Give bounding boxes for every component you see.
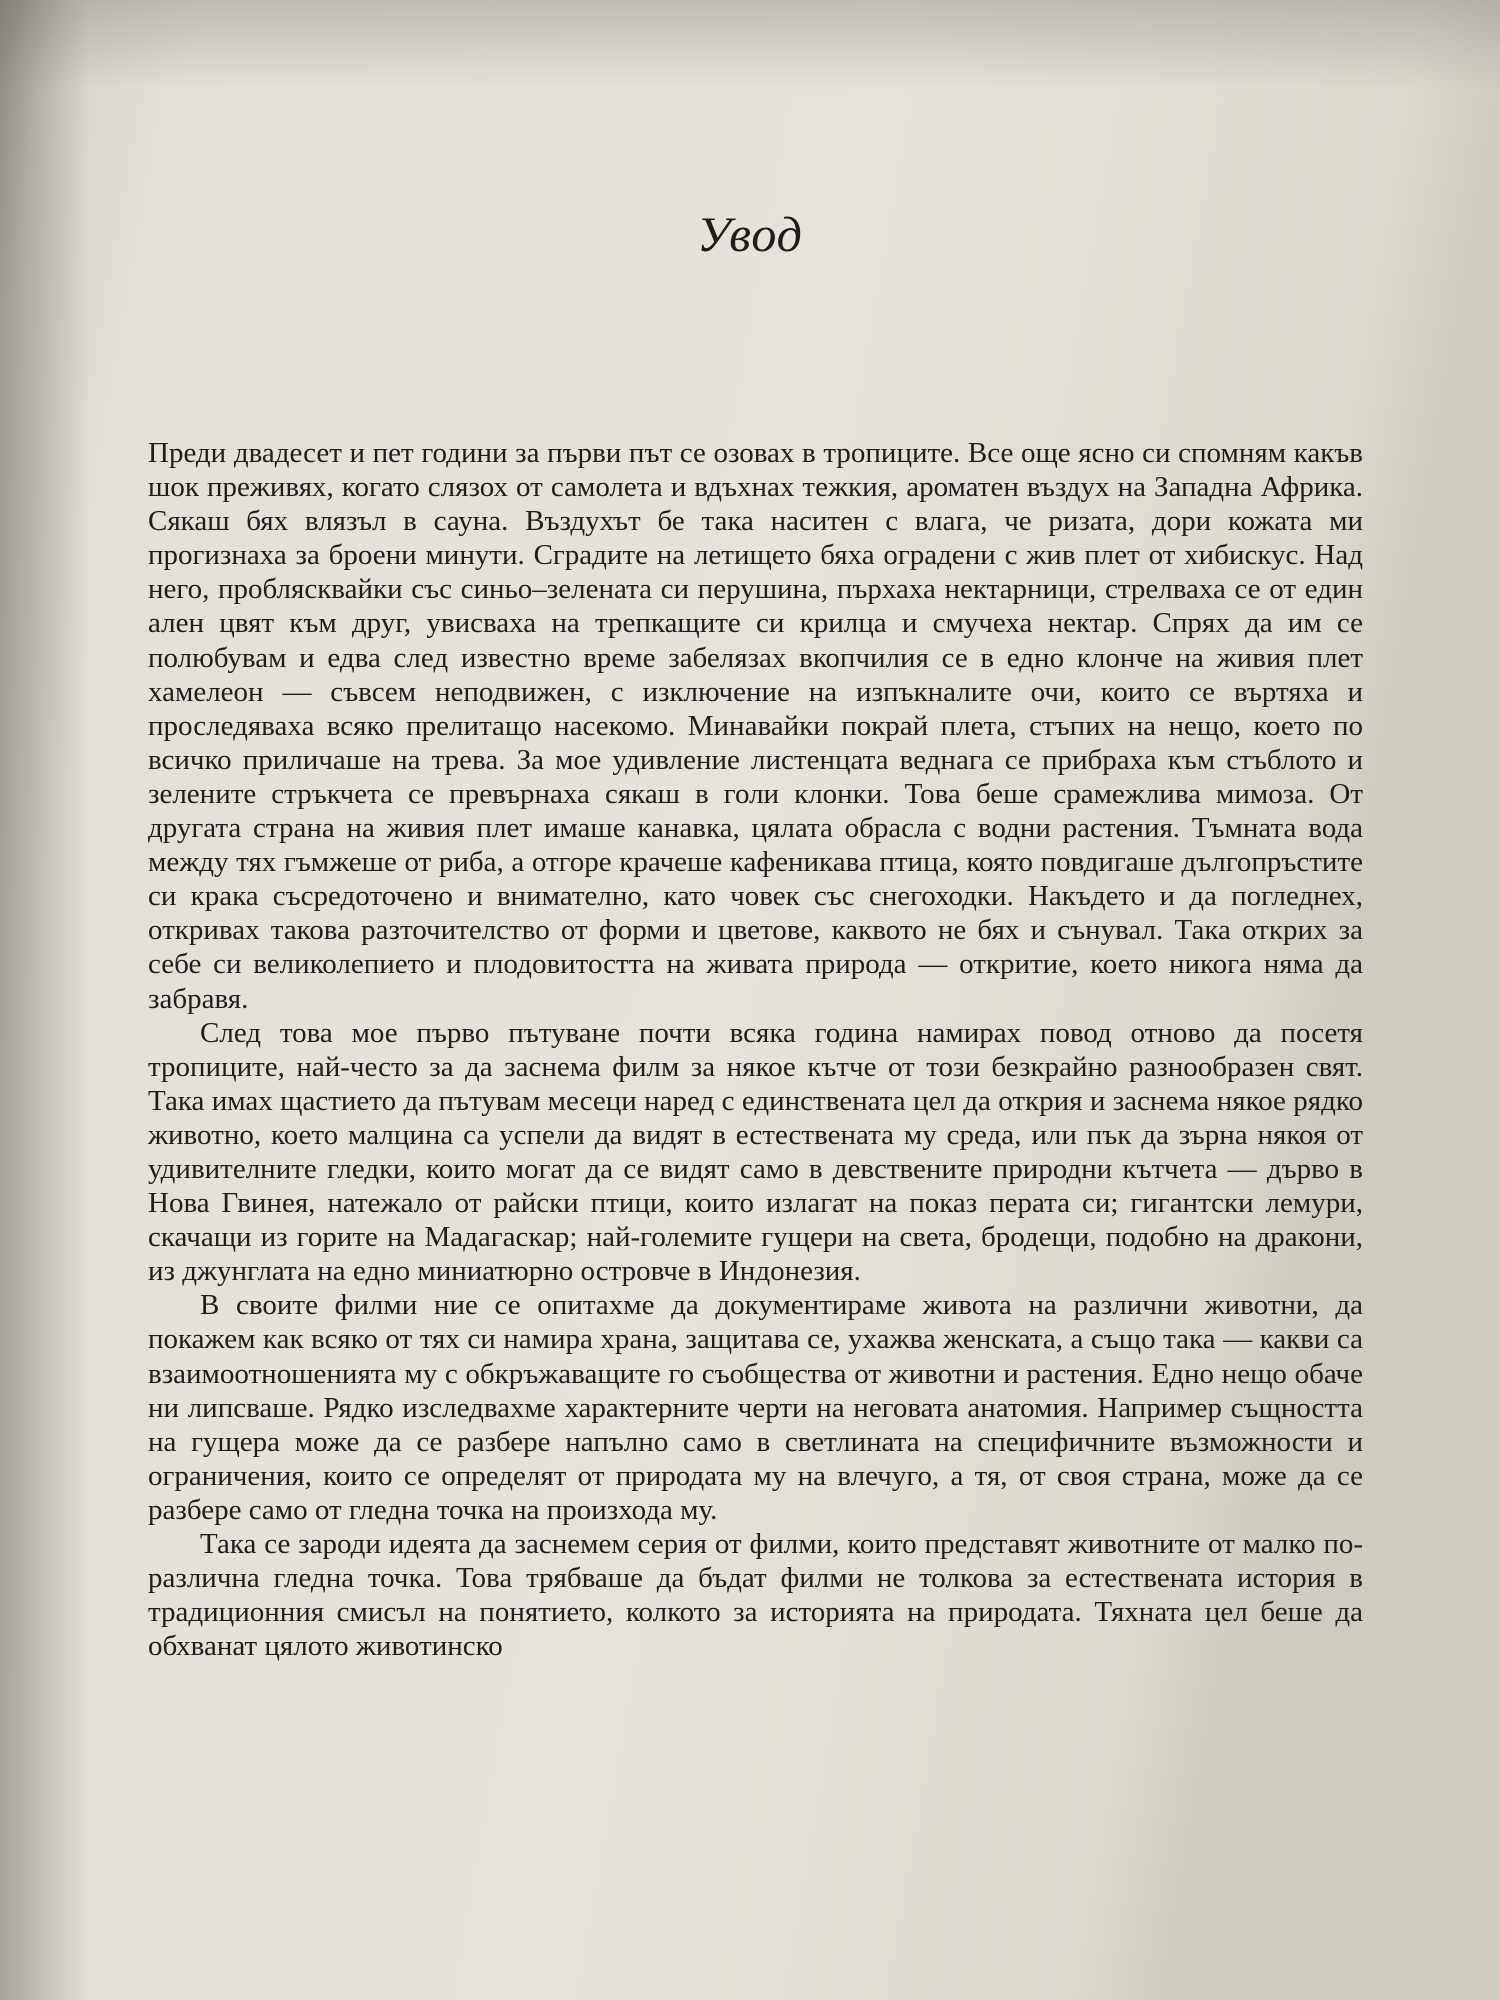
chapter-title: Увод: [697, 206, 803, 262]
page-shadow-top: [0, 0, 1500, 90]
paragraph-1: Преди двадесет и пет години за първи път се озовах в тропиците. Все още ясно си спомням какъв шок преживях, когато слязох от самолета и вдъхнах тежкия, ароматен въздух на Западна Африка. Сякаш бях влязъл в сауна. Въздухът бе така наситен с влага, че ризата, дори кожата ми прогизнаха за броени минути. Сградите на летището бяха оградени с жив плет от хибискус. Над него, проблясквайки със синьо–зелената си перушина, пърхаха нектарници, стрелваха се от един ален цвят към друг, увисваха на трепкащите си крилца и смучеха нектар. Спрях да им се полюбувам и едва след известно време забелязах вкопчилия се в едно клонче на живия плет хамелеон — съвсем неподвижен, с изключение на изпъкналите очи, които се въртяха и проследяваха всяко прелитащо насекомо. Минавайки покрай плета, стъпих на нещо, което по всичко приличаше на трева. За мое удивление листенцата веднага се прибраха към стъблото и зелените стръкчета се превърнаха сякаш в голи клонки. Това беше срамежлива мимоза. От другата страна на живия плет имаше канавка, цялата обрасла с водни растения. Тъмната вода между тях гъмжеше от риба, а отгоре крачеше кафеникава птица, която повдигаше дългопръстите си крака съсредоточено и внимателно, като човек със снегоходки. Накъдето и да погледнех, откривах такова разточителство от форми и цветове, каквото не бях и сънувал. Така открих за себе си великолепието и плодовитостта на живата природа — откритие, което никога няма да забравя.: [148, 437, 1363, 1015]
page-shadow-left: [0, 0, 90, 2000]
paragraph-4: Така се зароди идеята да заснемем серия от филми, които представят животните от малко по-различна гледна точка. Това трябваше да бъдат филми не толкова за естествената история в традиционния смисъл на понятието, колкото за историята на природата. Тяхната цел беше да обхванат цялото животинско: [148, 1528, 1363, 1663]
paragraph-2: След това мое първо пътуване почти всяка година намирах повод отново да посетя тропиците, най-често за да заснема филм за някое кътче от този безкрайно разнообразен свят. Така имах щастието да пътувам месеци наред с единствената цел да открия и заснема някое рядко животно, което малцина са успели да видят в естествената му среда, или пък да зърна някоя от удивителните гледки, които могат да се видят само в девствените природни кътчета — дърво в Нова Гвинея, натежало от райски птици, които излагат на показ перата си; гигантски лемури, скачащи из горите на Мадагаскар; най-големите гущери на света, бродещи, подобно на дракони, из джунглата на едно миниатюрно островче в Индонезия.: [148, 1016, 1363, 1288]
paragraph-3: В своите филми ние се опитахме да документираме живота на различни животни, да покажем как всяко от тях си намира храна, защитава се, ухажва женската, а също така — какви са взаимоотношенията му с обкръжаващите го съобщества от животни и растения. Едно нещо обаче ни липсваше. Рядко изследвахме характерните черти на неговата анатомия. Например същността на гущера може да се разбере напълно само в светлината на специфичните възможности и ограничения, които се определят от природата му на влечуго, а тя, от своя страна, може да се разбере само от гледна точка на произхода му.: [148, 1289, 1363, 1526]
chapter-body: [148, 436, 1363, 1663]
